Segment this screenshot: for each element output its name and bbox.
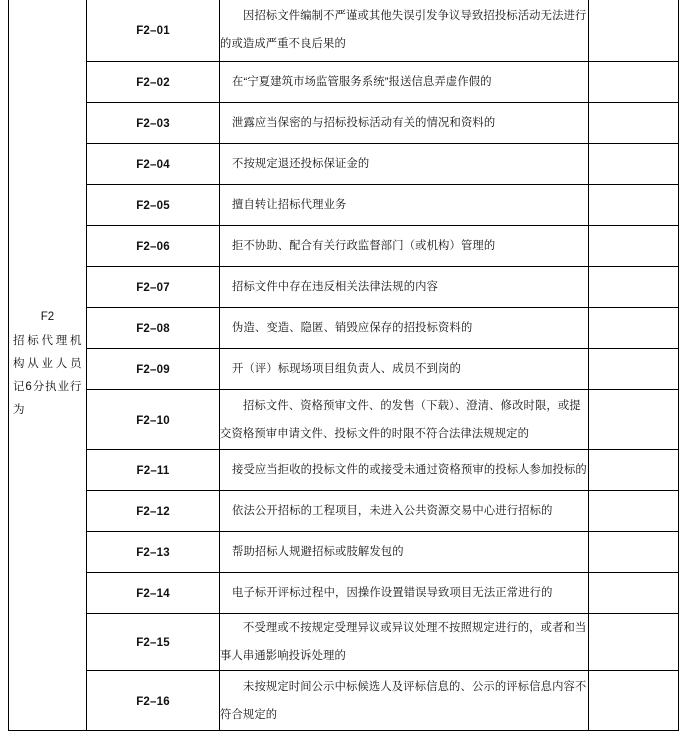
table-row [9, 349, 679, 390]
category-cell [9, 0, 87, 731]
row-content-cell [220, 0, 589, 62]
row-code: F2–07 [136, 282, 170, 294]
row-content: 泄露应当保密的与招标投标活动有关的情况和资料的 [232, 117, 496, 129]
row-code-cell [87, 573, 220, 614]
table-row [9, 226, 679, 267]
row-blank-cell[interactable] [589, 671, 679, 731]
table-row [9, 144, 679, 185]
row-code-cell [87, 308, 220, 349]
table-row [9, 103, 679, 144]
row-code: F2–13 [136, 547, 170, 559]
table-body [9, 0, 679, 731]
row-code: F2–10 [136, 414, 170, 427]
row-content-cell [220, 573, 589, 614]
row-content: 在“宁夏建筑市场监管服务系统”报送信息弄虚作假的 [232, 76, 492, 88]
table-row [9, 267, 679, 308]
row-code: F2–15 [136, 637, 170, 649]
row-code-cell [87, 103, 220, 144]
regulation-table [8, 0, 679, 731]
row-code: F2–12 [136, 506, 170, 518]
row-content: 未按规定时间公示中标候选人及评标信息的、公示的评标信息内容不符合规定的 [220, 680, 587, 721]
row-blank-cell[interactable] [589, 103, 679, 144]
row-code: F2–14 [136, 588, 170, 600]
table-row [9, 573, 679, 614]
row-blank-cell[interactable] [589, 0, 679, 62]
row-code: F2–04 [136, 159, 170, 171]
row-code: F2–01 [136, 24, 170, 37]
row-code: F2–03 [136, 118, 170, 130]
row-blank-cell[interactable] [589, 450, 679, 491]
row-code-cell [87, 0, 220, 62]
row-blank-cell[interactable] [589, 349, 679, 390]
row-content: 拒不协助、配合有关行政监督部门（或机构）管理的 [232, 240, 496, 252]
row-content-cell [220, 226, 589, 267]
row-content-cell [220, 390, 589, 450]
row-content: 招标文件中存在违反相关法律法规的内容 [232, 281, 439, 293]
row-code-cell [87, 491, 220, 532]
row-code: F2–02 [136, 77, 170, 89]
row-code-cell [87, 267, 220, 308]
row-code-cell [87, 144, 220, 185]
row-code-cell [87, 390, 220, 450]
category-label: 招标代理机构从业人员记6分执业行为 [13, 335, 82, 416]
row-blank-cell[interactable] [589, 532, 679, 573]
row-code: F2–05 [136, 200, 170, 212]
row-content-cell [220, 532, 589, 573]
row-content-cell [220, 614, 589, 671]
table-row [9, 0, 679, 62]
row-blank-cell[interactable] [589, 614, 679, 671]
row-code-cell [87, 614, 220, 671]
table-row [9, 532, 679, 573]
row-content: 接受应当拒收的投标文件的或接受未通过资格预审的投标人参加投标的 [232, 464, 587, 476]
row-code-cell [87, 450, 220, 491]
row-content: 擅自转让招标代理业务 [232, 199, 347, 211]
row-code-cell [87, 62, 220, 103]
row-blank-cell[interactable] [589, 144, 679, 185]
table-row [9, 491, 679, 532]
row-code-cell [87, 671, 220, 731]
row-content: 开（评）标现场项目组负责人、成员不到岗的 [232, 363, 461, 375]
row-blank-cell[interactable] [589, 308, 679, 349]
row-content: 不受理或不按规定受理异议或异议处理不按照规定进行的，或者和当事人串通影响投诉处理的 [220, 622, 587, 662]
row-blank-cell[interactable] [589, 62, 679, 103]
row-content-cell [220, 103, 589, 144]
row-blank-cell[interactable] [589, 573, 679, 614]
table-row [9, 450, 679, 491]
row-content-cell [220, 144, 589, 185]
row-content: 电子标开评标过程中，因操作设置错误导致项目无法正常进行的 [232, 587, 553, 599]
row-blank-cell[interactable] [589, 226, 679, 267]
row-blank-cell[interactable] [589, 267, 679, 308]
row-code: F2–16 [136, 695, 170, 708]
row-content: 招标文件、资格预审文件、的发售（下载）、澄清、修改时限，或提交资格预审申请文件、投标文件的时限不符合法律法规规定的 [220, 399, 581, 440]
table-row [9, 671, 679, 731]
row-blank-cell[interactable] [589, 491, 679, 532]
row-content-cell [220, 267, 589, 308]
row-code: F2–09 [136, 364, 170, 376]
category-code: F2 [40, 311, 55, 323]
row-code-cell [87, 349, 220, 390]
row-content: 依法公开招标的工程项目，未进入公共资源交易中心进行招标的 [232, 505, 553, 517]
row-content: 不按规定退还投标保证金的 [232, 158, 370, 170]
row-code-cell [87, 226, 220, 267]
row-content-cell [220, 450, 589, 491]
table-row [9, 185, 679, 226]
row-code: F2–08 [136, 323, 170, 335]
row-content: 因招标文件编制不严谨或其他失误引发争议导致招投标活动无法进行的或造成严重不良后果的 [220, 9, 587, 50]
row-content-cell [220, 62, 589, 103]
row-content-cell [220, 671, 589, 731]
row-content-cell [220, 185, 589, 226]
row-code-cell [87, 532, 220, 573]
row-content-cell [220, 349, 589, 390]
row-content-cell [220, 308, 589, 349]
row-code-cell [87, 185, 220, 226]
row-blank-cell[interactable] [589, 185, 679, 226]
row-content-cell [220, 491, 589, 532]
table-row [9, 308, 679, 349]
row-code: F2–06 [136, 241, 170, 253]
row-content: 帮助招标人规避招标或肢解发包的 [232, 546, 404, 558]
category-label-block [9, 306, 86, 422]
table-row [9, 614, 679, 671]
row-content: 伪造、变造、隐匿、销毁应保存的招投标资料的 [232, 322, 473, 334]
table-row [9, 390, 679, 450]
row-code: F2–11 [136, 465, 170, 477]
table-row [9, 62, 679, 103]
row-blank-cell[interactable] [589, 390, 679, 450]
